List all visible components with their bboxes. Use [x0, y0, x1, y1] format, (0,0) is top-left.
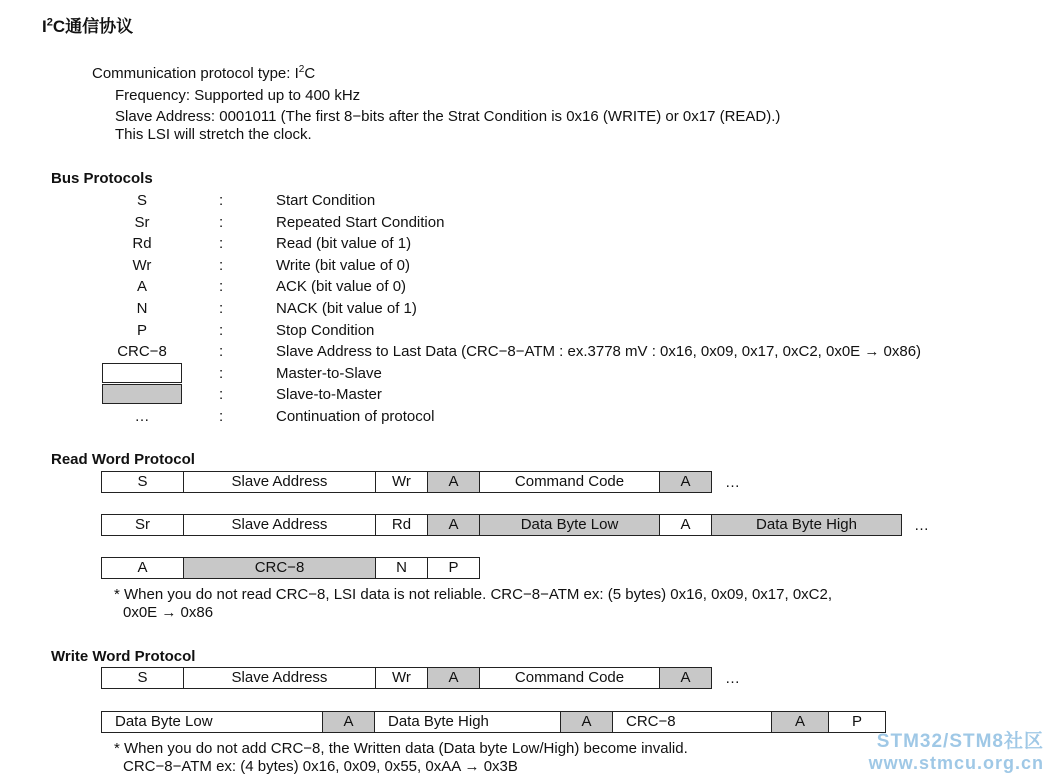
- protocol-type: Communication protocol type: $I^2C$: [92, 64, 316, 82]
- frame-cell: A: [427, 471, 480, 493]
- legend-desc: Continuation of protocol: [276, 408, 435, 425]
- watermark-line: www.stmcu.org.cn: [868, 753, 1044, 773]
- continuation-mark: …: [725, 670, 740, 687]
- note-line: * When you do not read CRC−8, LSI data is not reliable. CRC−8−ATM ex: (5 bytes) 0x16, 0x09, 0x17, 0xC2,: [114, 586, 833, 603]
- watermark: [869, 726, 1044, 774]
- legend-desc: Write (bit value of 0): [276, 257, 410, 274]
- frame-cell: A: [101, 557, 184, 579]
- frequency-text: Frequency: Supported up to 400 kHz: [115, 87, 361, 104]
- legend-desc: NACK (bit value of 1): [276, 300, 417, 317]
- legend-row: [102, 300, 1002, 322]
- frame-cell: P: [828, 711, 886, 733]
- write-frame-row1: [101, 667, 712, 689]
- legend-desc: Slave Address to Last Data (CRC−8−ATM : ex.3778 mV : 0x16, 0x09, 0x17, 0xC2, 0x0E → 0x86): [276, 343, 922, 360]
- frame-cell: CRC−8: [612, 711, 772, 733]
- legend-row: [102, 235, 1002, 257]
- legend-desc: Master-to-Slave: [276, 365, 382, 382]
- read-frame-row2: [101, 514, 902, 536]
- legend-symbol: S: [136, 192, 147, 209]
- legend-colon: :: [219, 343, 224, 360]
- frame-cell: A: [322, 711, 375, 733]
- legend-symbol: Sr: [134, 214, 150, 231]
- frame-cell: Data Byte High: [711, 514, 902, 536]
- read-frame-row3: [101, 557, 480, 579]
- frame-cell: N: [375, 557, 428, 579]
- read-note: [114, 586, 832, 622]
- legend-colon: :: [219, 192, 224, 209]
- frame-cell: Command Code: [479, 471, 660, 493]
- write-frame-row2: [101, 711, 886, 733]
- legend-symbol: CRC−8: [117, 343, 167, 360]
- legend-row: [102, 257, 1002, 279]
- legend-colon: :: [219, 235, 224, 252]
- frame-cell: CRC−8: [183, 557, 376, 579]
- legend-colon: :: [219, 300, 224, 317]
- frame-cell: A: [427, 667, 480, 689]
- legend-colon: :: [219, 365, 224, 382]
- legend-row: [102, 278, 1002, 300]
- frame-cell: Sr: [101, 514, 184, 536]
- frame-cell: A: [659, 667, 712, 689]
- frame-cell: P: [427, 557, 480, 579]
- legend-row: [102, 408, 1002, 430]
- watermark-line: STM32/STM8社区: [876, 731, 1044, 752]
- legend-row: [102, 214, 1002, 236]
- legend-symbol: Rd: [132, 235, 152, 252]
- frame-cell: A: [659, 471, 712, 493]
- legend-desc: Stop Condition: [276, 322, 375, 339]
- note-line: 0x0E → 0x86: [123, 604, 214, 621]
- legend-colon: :: [219, 257, 224, 274]
- page-title: $I^2C$通信协议: [42, 16, 134, 36]
- legend-symbol: Wr: [132, 257, 152, 274]
- frame-cell: Slave Address: [183, 471, 376, 493]
- frame-cell: Slave Address: [183, 667, 376, 689]
- clock-stretch-text: This LSI will stretch the clock.: [115, 126, 312, 143]
- frame-cell: A: [560, 711, 613, 733]
- frame-cell: A: [659, 514, 712, 536]
- frame-cell: S: [101, 667, 184, 689]
- master-to-slave-swatch: [102, 363, 182, 383]
- frame-cell: Rd: [375, 514, 428, 536]
- legend-symbol: …: [134, 408, 150, 425]
- legend-desc: Read (bit value of 1): [276, 235, 412, 252]
- legend-row: [102, 365, 1002, 387]
- slave-to-master-swatch: [102, 384, 182, 404]
- legend-row: [102, 322, 1002, 344]
- legend-desc: Slave-to-Master: [276, 386, 382, 403]
- legend-colon: :: [219, 386, 224, 403]
- frame-cell: Data Byte Low: [479, 514, 660, 536]
- frame-cell: Data Byte Low: [101, 711, 323, 733]
- legend-colon: :: [219, 278, 224, 295]
- legend-symbol: N: [136, 300, 148, 317]
- frame-cell: A: [427, 514, 480, 536]
- legend-desc: ACK (bit value of 0): [276, 278, 407, 295]
- frame-cell: A: [771, 711, 829, 733]
- legend-row: [102, 192, 1002, 214]
- legend-row: [102, 386, 1002, 408]
- frame-cell: Data Byte High: [374, 711, 561, 733]
- note-line: * When you do not add CRC−8, the Written data (Data byte Low/High) become invalid.: [114, 740, 688, 757]
- note-line: CRC−8−ATM ex: (4 bytes) 0x16, 0x09, 0x55, 0xAA → 0x3B: [123, 758, 518, 775]
- read-frame-row1: [101, 471, 712, 493]
- continuation-mark: …: [725, 474, 740, 491]
- legend-colon: :: [219, 214, 224, 231]
- frame-cell: Slave Address: [183, 514, 376, 536]
- slave-address-text: Slave Address: 0001011 (The first 8−bits after the Strat Condition is 0x16 (WRITE) or 0x17 (READ).): [115, 108, 781, 125]
- legend-colon: :: [219, 408, 224, 425]
- read-word-heading: Read Word Protocol: [51, 451, 195, 468]
- frame-cell: Wr: [375, 471, 428, 493]
- legend-symbol: P: [136, 322, 147, 339]
- legend-desc: Start Condition: [276, 192, 376, 209]
- frame-cell: Command Code: [479, 667, 660, 689]
- legend-symbol: A: [136, 278, 147, 295]
- legend-desc: Repeated Start Condition: [276, 214, 445, 231]
- legend-row: [102, 343, 1002, 365]
- bus-protocols-heading: Bus Protocols: [51, 170, 153, 187]
- write-word-heading: Write Word Protocol: [51, 648, 196, 665]
- frame-cell: Wr: [375, 667, 428, 689]
- legend-colon: :: [219, 322, 224, 339]
- continuation-mark: …: [914, 517, 929, 534]
- write-note: [114, 740, 688, 776]
- frame-cell: S: [101, 471, 184, 493]
